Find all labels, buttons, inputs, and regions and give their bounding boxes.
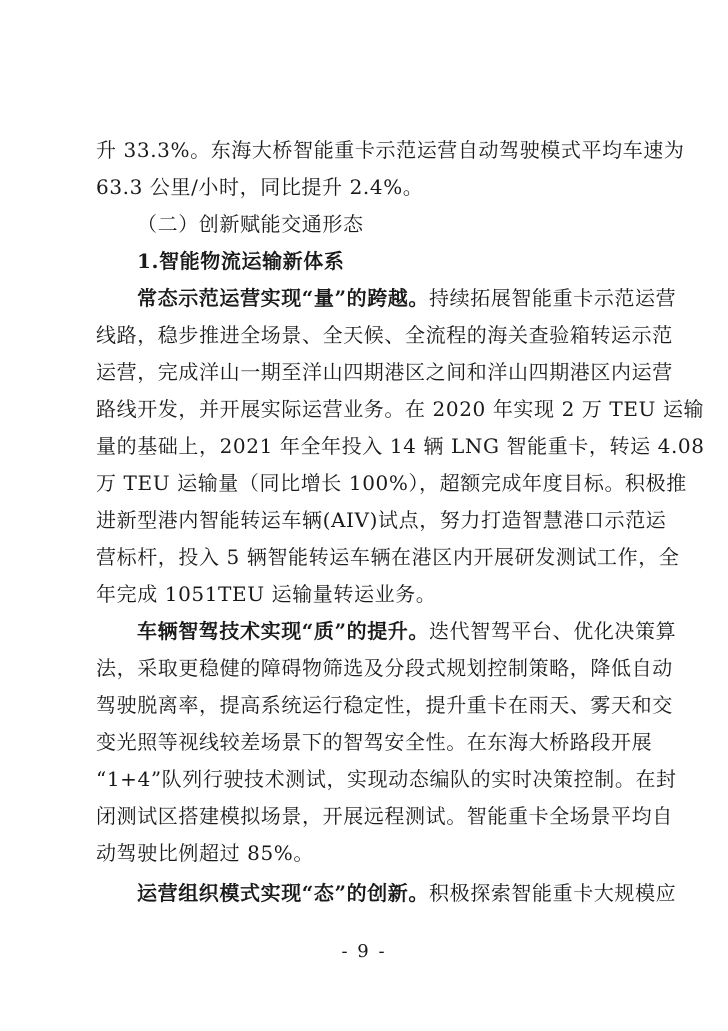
paragraph-lead-text: 积极探索智能重卡大规模应	[429, 881, 677, 905]
text-line: 年完成 1051TEU 运输量转运业务。	[96, 582, 437, 606]
paragraph-lead-text: 迭代智驾平台、优化决策算	[429, 619, 677, 643]
text-line: 法，采取更稳健的障碍物筛选及分段式规划控制策略，降低自动	[96, 656, 673, 680]
text-line: “1+4”队列行驶技术测试，实现动态编队的实时决策控制。在封	[96, 767, 677, 791]
paragraph-lead-heading: 运营组织模式实现“态”的创新。	[137, 881, 430, 905]
paragraph-first-line	[137, 880, 677, 906]
text-line: 动驾驶比例超过 85%。	[96, 841, 315, 865]
text-line: 万 TEU 运输量（同比增长 100%），超额完成年度目标。积极推	[96, 471, 687, 495]
text-line: 闭测试区搭建模拟场景，开展远程测试。智能重卡全场景平均自	[96, 804, 673, 828]
paragraph-lead-heading: 常态示范运营实现“量”的跨越。	[137, 286, 430, 310]
paragraph-first-line	[137, 285, 677, 311]
text-line: 变光照等视线较差场景下的智驾安全性。在东海大桥路段开展	[96, 730, 653, 754]
text-line: 运营，完成洋山一期至洋山四期港区之间和洋山四期港区内运营	[96, 360, 673, 384]
section-heading: （二）创新赋能交通形态	[137, 212, 364, 236]
text-line: 驾驶脱离率，提高系统运行稳定性，提升重卡在雨天、雾天和交	[96, 693, 673, 717]
text-line: 线路，稳步推进全场景、全天候、全流程的海关查验箱转运示范	[96, 323, 673, 347]
text-line: 进新型港内智能转运车辆(AIV)试点，努力打造智慧港口示范运	[96, 508, 667, 532]
text-line: 路线开发，并开展实际运营业务。在 2020 年实现 2 万 TEU 运输	[96, 397, 705, 421]
paragraph-lead-text: 持续拓展智能重卡示范运营	[429, 286, 677, 310]
text-line: 营标杆，投入 5 辆智能转运车辆在港区内开展研发测试工作，全	[96, 545, 680, 569]
subsection-heading: 1.智能物流运输新体系	[137, 249, 345, 273]
paragraph-lead-heading: 车辆智驾技术实现“质”的提升。	[137, 619, 430, 643]
text-line: 升 33.3%。东海大桥智能重卡示范运营自动驾驶模式平均车速为	[96, 138, 685, 162]
text-line: 63.3 公里/小时，同比提升 2.4%。	[96, 175, 424, 199]
page-number: - 9 -	[341, 941, 387, 962]
paragraph-first-line	[137, 618, 677, 644]
text-line: 量的基础上，2021 年全年投入 14 辆 LNG 智能重卡，转运 4.08	[96, 434, 705, 458]
